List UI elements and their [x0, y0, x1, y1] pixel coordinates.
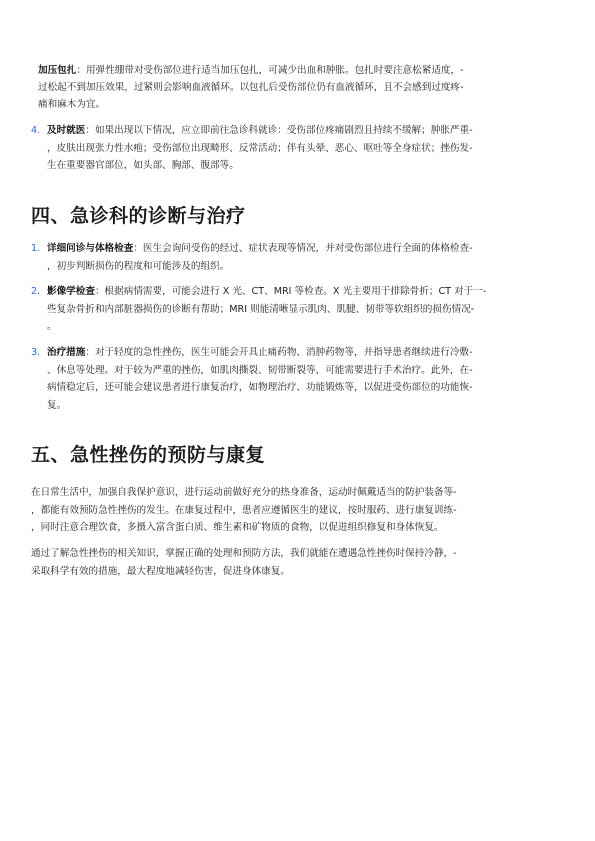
- list-number: 2.: [31, 286, 41, 297]
- section-heading-prevention: 五、急性挫伤的预防与康复: [31, 444, 266, 466]
- list-item-body: [47, 283, 577, 336]
- list-item-body: [47, 344, 577, 414]
- paragraph-line: ，都能有效预防急性挫伤的发生。在康复过程中，患者应遵循医生的建议，按时服药、进行康复训练-: [31, 504, 457, 516]
- term-label: 影像学检查: [47, 286, 95, 297]
- paragraph-line: 、休息等处理。对于较为严重的挫伤，如肌肉撕裂、韧带断裂等，可能需要进行手术治疗。此外，在-: [47, 364, 473, 376]
- paragraph-line: 采取科学有效的措施，最大程度地减轻伤害，促进身体康复。: [31, 565, 291, 577]
- section-heading-diagnosis: 四、急诊科的诊断与治疗: [31, 205, 246, 227]
- list-number: 4.: [31, 125, 41, 136]
- paragraph-line: 在日常生活中，加强自我保护意识，进行运动前做好充分的热身准备，运动时佩戴适当的防护装备等-: [31, 487, 457, 498]
- paragraph-line: ，同时注意合理饮食，多摄入富含蛋白质、维生素和矿物质的食物，以促进组织修复和身体恢复。: [31, 522, 444, 533]
- paragraph-line: 影像学检查：根据病情需要，可能会进行 X 光、CT、MRI 等检查。X 光主要用于排除骨折；CT 对于一-: [47, 286, 487, 297]
- list-item-body: [47, 240, 577, 275]
- paragraph-line: 详细问诊与体格检查：医生会询问受伤的经过、症状表现等情况，并对受伤部位进行全面的体格检查-: [47, 243, 473, 254]
- paragraph-line: 治疗措施：对于轻度的急性挫伤，医生可能会开具止痛药物、消肿药物等，并指导患者继续进行冷敷-: [47, 347, 473, 358]
- prevention-paragraph: [31, 484, 571, 537]
- paragraph-line: 些复杂骨折和内部脏器损伤的诊断有帮助；MRI 则能清晰显示肌肉、肌腱、韧带等软组织的损伤情况-: [47, 303, 475, 315]
- paragraph-line: 加压包扎：用弹性绷带对受伤部位进行适当加压包扎，可减少出血和肿胀。包扎时要注意松紧适度，-: [38, 65, 464, 76]
- list-item-body: [47, 122, 577, 175]
- term-label: 详细问诊与体格检查: [47, 243, 134, 254]
- term-label: 加压包扎: [38, 65, 77, 76]
- paragraph-line: 生在重要器官部位，如头部、胸部、腹部等。: [47, 160, 239, 171]
- paragraph-line: 复。: [47, 399, 67, 411]
- pressure-bandage-paragraph: [38, 62, 568, 113]
- list-number: 1.: [31, 243, 41, 254]
- paragraph-line: 及时就医：如果出现以下情况，应立即前往急诊科就诊：受伤部位疼痛剧烈且持续不缓解；肿胀严重-: [47, 125, 473, 136]
- term-label: 及时就医: [47, 125, 86, 136]
- paragraph-line: 。: [47, 321, 57, 332]
- paragraph-line: 病情稳定后，还可能会建议患者进行康复治疗，如物理治疗、功能锻炼等，以促进受伤部位的功能恢-: [47, 382, 473, 393]
- paragraph-line: 过松起不到加压效果，过紧则会影响血液循环。以包扎后受伤部位仍有血液循环，且不会感到过度疼-: [38, 82, 464, 93]
- paragraph-line: ，初步判断损伤的程度和可能涉及的组织。: [47, 260, 230, 272]
- conclusion-paragraph: [31, 545, 571, 580]
- list-number: 3.: [31, 347, 41, 358]
- term-label: 治疗措施: [47, 347, 86, 358]
- paragraph-line: 通过了解急性挫伤的相关知识，掌握正确的处理和预防方法，我们就能在遭遇急性挫伤时保持冷静，-: [31, 548, 457, 559]
- paragraph-line: ，皮肤出现张力性水疱；受伤部位出现畸形、反常活动；伴有头晕、恶心、呕吐等全身症状；挫伤发-: [47, 142, 473, 154]
- paragraph-line: 痛和麻木为宜。: [38, 99, 106, 110]
